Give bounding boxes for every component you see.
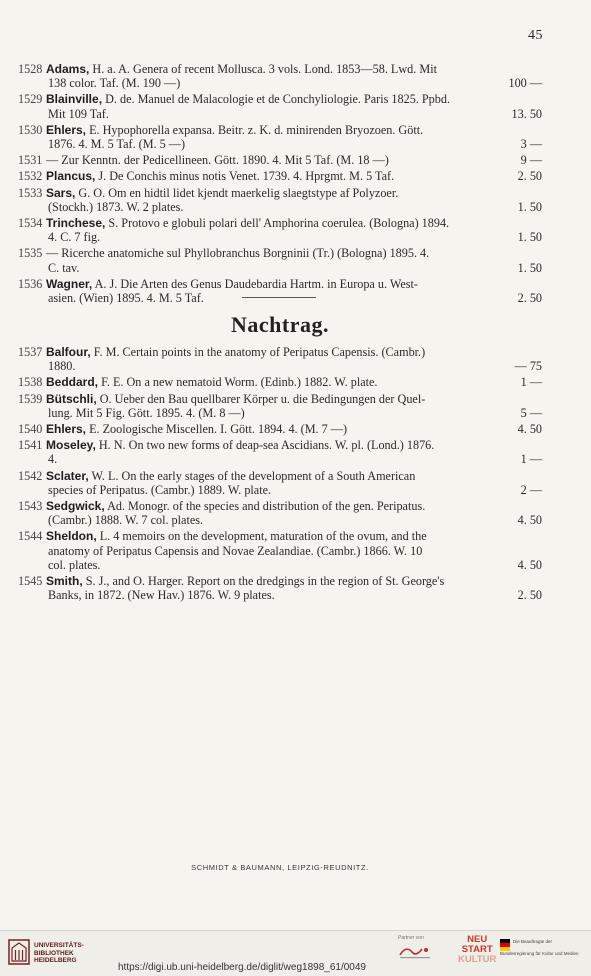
entry-price bbox=[536, 544, 542, 558]
entry-line bbox=[46, 359, 542, 373]
entry-author: Ehlers, bbox=[46, 122, 87, 137]
entry-author: Moseley, bbox=[46, 438, 96, 453]
entry-author: Smith, bbox=[46, 574, 83, 589]
entry-number: 1531 bbox=[18, 153, 43, 168]
catalog-entry bbox=[18, 123, 542, 151]
entry-text bbox=[46, 574, 444, 588]
catalog-entry bbox=[18, 153, 542, 167]
entry-body: D. de. Manuel de Malacologie et de Conchyliologie. Paris 1825. Ppbd. bbox=[105, 92, 450, 107]
entry-price bbox=[536, 392, 542, 406]
catalog-entry bbox=[18, 422, 542, 436]
entry-line bbox=[46, 558, 542, 572]
partner-label: Partner von bbox=[398, 935, 424, 941]
catalog-entry bbox=[18, 277, 542, 305]
catalog-nachtrag-section bbox=[18, 345, 542, 604]
entry-text bbox=[46, 392, 425, 406]
entry-body: col. plates. bbox=[48, 557, 101, 572]
entry-text bbox=[46, 123, 423, 137]
entry-body: lung. Mit 5 Fig. Gött. 1895. 4. (M. 8 —) bbox=[48, 405, 245, 420]
entry-body: Banks, in 1872. (New Hav.) 1876. W. 9 plates. bbox=[48, 588, 275, 603]
entry-price: 3 — bbox=[520, 137, 542, 152]
entry-body: 138 color. Taf. (M. 190 —) bbox=[48, 76, 181, 91]
entry-price: 100 — bbox=[508, 76, 542, 91]
entry-number: 1539 bbox=[18, 391, 43, 406]
entry-price bbox=[536, 123, 542, 137]
page-number: 45 bbox=[528, 28, 543, 43]
entry-price: 2. 50 bbox=[517, 588, 542, 603]
entry-price bbox=[536, 216, 542, 230]
entry-line bbox=[46, 123, 542, 137]
entry-price: 1 — bbox=[520, 452, 542, 467]
entry-body: (Cambr.) 1888. W. 7 col. plates. bbox=[48, 513, 204, 528]
entry-body: Mit 109 Taf. bbox=[48, 106, 109, 121]
entry-body: Ad. Monogr. of the species and distribution of the gen. Peripatus. bbox=[107, 499, 426, 514]
entry-text bbox=[48, 76, 180, 90]
entry-text bbox=[46, 153, 389, 167]
entry-text bbox=[46, 169, 394, 183]
entry-author: Balfour, bbox=[46, 345, 91, 359]
entry-author: Wagner, bbox=[46, 276, 93, 291]
entry-number: 1530 bbox=[18, 122, 43, 137]
entry-number: 1533 bbox=[18, 185, 43, 200]
entry-body: 1876. 4. M. 5 Taf. (M. 5 —) bbox=[48, 137, 186, 152]
entry-number: 1538 bbox=[18, 375, 43, 390]
entry-price bbox=[536, 277, 542, 291]
entry-body: F. M. Certain points in the anatomy of Peripatus Capensis. (Cambr.) bbox=[93, 345, 426, 359]
catalog-entry bbox=[18, 246, 542, 274]
entry-body: E. Zoologische Miscellen. I. Gött. 1894. 4. (M. 7 —) bbox=[89, 422, 348, 437]
entry-author: Plancus, bbox=[46, 169, 96, 184]
entry-price: 1. 50 bbox=[517, 199, 542, 214]
section-divider bbox=[242, 297, 316, 298]
catalog-entry bbox=[18, 469, 542, 497]
entry-author: Bütschli, bbox=[46, 391, 97, 406]
entry-number: 1543 bbox=[18, 499, 43, 514]
entry-line bbox=[46, 588, 542, 602]
entry-price bbox=[536, 438, 542, 452]
neustart-kultur-logo[interactable]: NEU START KULTUR bbox=[458, 934, 497, 965]
entry-line bbox=[46, 513, 542, 527]
entry-line bbox=[46, 277, 542, 291]
entry-number: 1528 bbox=[18, 62, 43, 76]
entry-text bbox=[46, 375, 377, 389]
catalog-entry bbox=[18, 62, 542, 90]
entry-text bbox=[46, 499, 425, 513]
partner-logo-icon bbox=[396, 943, 436, 961]
entry-price: 2. 50 bbox=[517, 291, 542, 306]
entry-line bbox=[46, 76, 542, 90]
entry-price: — 75 bbox=[514, 359, 542, 374]
entry-text bbox=[46, 92, 450, 106]
entry-number: 1541 bbox=[18, 438, 43, 453]
entry-line bbox=[46, 438, 542, 452]
entry-text bbox=[46, 62, 437, 76]
catalog-entry bbox=[18, 345, 542, 373]
entry-body: 1880. bbox=[48, 359, 76, 374]
document-url-link[interactable]: https://digi.ub.uni-heidelberg.de/diglit/weg1898_61/0049 bbox=[118, 962, 366, 973]
printer-imprint: SCHMIDT & BAUMANN, LEIPZIG-REUDNITZ. bbox=[191, 863, 369, 872]
entry-body: F. E. On a new nematoid Worm. (Edinb.) 1882. W. plate. bbox=[101, 375, 378, 390]
entry-text bbox=[48, 588, 275, 602]
entry-author: Adams, bbox=[46, 62, 90, 76]
entry-body: C. tav. bbox=[48, 260, 80, 275]
entry-price: 4. 50 bbox=[517, 422, 542, 437]
entry-price: 2. 50 bbox=[517, 169, 542, 184]
entry-line bbox=[46, 200, 542, 214]
catalog-entry bbox=[18, 216, 542, 244]
entry-line bbox=[46, 574, 542, 588]
entry-line bbox=[46, 246, 542, 260]
entry-author: Blainville, bbox=[46, 92, 103, 107]
entry-line bbox=[46, 137, 542, 151]
entry-line bbox=[46, 230, 542, 244]
entry-body: G. O. Om en hidtil lidet kjendt maerkelig slaegtstype af Polyzoer. bbox=[78, 185, 399, 200]
entry-author: Beddard, bbox=[46, 375, 99, 390]
entry-price bbox=[536, 499, 542, 513]
catalog-entry bbox=[18, 438, 542, 466]
entry-price: 5 — bbox=[520, 405, 542, 420]
entry-author: Sclater, bbox=[46, 468, 89, 483]
entry-line bbox=[46, 483, 542, 497]
entry-price bbox=[536, 186, 542, 200]
entry-price: 1. 50 bbox=[517, 260, 542, 275]
entry-number: 1537 bbox=[18, 345, 43, 359]
entry-author: Trinchese, bbox=[46, 216, 106, 231]
entry-price bbox=[536, 62, 542, 76]
entry-author: Sars, bbox=[46, 185, 76, 200]
entry-text bbox=[46, 529, 427, 543]
entry-text bbox=[46, 345, 425, 359]
entry-price: 9 — bbox=[520, 153, 542, 168]
entry-body: — Zur Kenntn. der Pedicellineen. Gött. 1890. 4. Mit 5 Taf. (M. 18 —) bbox=[46, 153, 389, 168]
entry-text bbox=[48, 107, 109, 121]
entry-text bbox=[48, 406, 245, 420]
entry-text bbox=[46, 186, 398, 200]
entry-body: anatomy of Peripatus Capensis and Novae Zealandiae. (Cambr.) 1866. W. 10 bbox=[48, 543, 423, 558]
entry-body: A. J. Die Arten des Genus Daudebardia Hartm. in Europa u. West- bbox=[94, 276, 418, 291]
entry-body: J. De Conchis minus notis Venet. 1739. 4. Hprgmt. M. 5 Taf. bbox=[98, 169, 395, 184]
entry-text bbox=[48, 137, 185, 151]
entry-body: E. Hypophorella expansa. Beitr. z. K. d. minirenden Bryozoen. Gött. bbox=[89, 122, 424, 137]
digitization-footer bbox=[0, 930, 591, 976]
entry-number: 1534 bbox=[18, 216, 43, 231]
entry-text bbox=[48, 483, 271, 497]
entry-line bbox=[46, 375, 542, 389]
entry-body: H. N. On two new forms of deap-sea Ascidians. W. pl. (Lond.) 1876. bbox=[98, 438, 435, 453]
entry-line bbox=[46, 216, 542, 230]
entry-price: 13. 50 bbox=[511, 106, 542, 121]
german-flag-icon bbox=[500, 939, 510, 951]
entry-price bbox=[536, 345, 542, 359]
catalog-main-section bbox=[18, 62, 542, 307]
entry-price bbox=[536, 469, 542, 483]
entry-author: Ehlers, bbox=[46, 422, 87, 437]
entry-number: 1532 bbox=[18, 169, 43, 184]
entry-line bbox=[46, 107, 542, 121]
entry-text bbox=[48, 291, 204, 305]
entry-number: 1529 bbox=[18, 92, 43, 107]
entry-body: S. J., and O. Harger. Report on the dredgings in the region of St. George's bbox=[85, 574, 445, 589]
entry-line bbox=[46, 499, 542, 513]
catalog-entry bbox=[18, 574, 542, 602]
entry-text bbox=[48, 261, 79, 275]
entry-body: asien. (Wien) 1895. 4. M. 5 Taf. bbox=[48, 291, 204, 306]
entry-number: 1535 bbox=[18, 246, 43, 261]
entry-line bbox=[46, 291, 542, 305]
entry-body: O. Ueber den Bau quellbarer Körper u. die Bedingungen der Quel- bbox=[99, 391, 426, 406]
entry-text bbox=[46, 469, 415, 483]
section-heading: Nachtrag. bbox=[231, 312, 329, 337]
entry-price: 4. 50 bbox=[517, 513, 542, 528]
entry-number: 1540 bbox=[18, 422, 43, 437]
entry-author: Sheldon, bbox=[46, 529, 97, 544]
entry-line bbox=[46, 422, 542, 436]
entry-line bbox=[46, 469, 542, 483]
library-name[interactable]: UNIVERSITÄTS- BIBLIOTHEK HEIDELBERG bbox=[34, 942, 84, 964]
catalog-entry bbox=[18, 92, 542, 120]
entry-price: 4. 50 bbox=[517, 557, 542, 572]
entry-text bbox=[46, 422, 347, 436]
catalog-entry bbox=[18, 392, 542, 420]
entry-text bbox=[48, 200, 183, 214]
entry-line bbox=[46, 186, 542, 200]
entry-text bbox=[46, 216, 449, 230]
entry-price: 1. 50 bbox=[517, 230, 542, 245]
entry-text bbox=[46, 438, 434, 452]
entry-body: — Ricerche anatomiche sul Phyllobranchus Borgninii (Tr.) (Bologna) 1895. 4. bbox=[46, 246, 430, 261]
entry-line bbox=[46, 261, 542, 275]
entry-line bbox=[46, 153, 542, 167]
entry-price: 2 — bbox=[520, 482, 542, 497]
university-library-logo-icon[interactable] bbox=[8, 939, 30, 965]
entry-body: 4. C. 7 fig. bbox=[48, 230, 101, 245]
entry-price bbox=[536, 246, 542, 260]
catalog-entry bbox=[18, 499, 542, 527]
catalog-entry bbox=[18, 375, 542, 389]
entry-price bbox=[536, 574, 542, 588]
entry-number: 1542 bbox=[18, 468, 43, 483]
entry-price bbox=[536, 529, 542, 543]
entry-text bbox=[46, 246, 429, 260]
entry-body: (Stockh.) 1873. W. 2 plates. bbox=[48, 199, 184, 214]
entry-line bbox=[46, 452, 542, 466]
entry-line bbox=[46, 529, 542, 543]
entry-line bbox=[46, 345, 542, 359]
entry-number: 1536 bbox=[18, 276, 43, 291]
entry-text bbox=[48, 558, 100, 572]
entry-line bbox=[46, 92, 542, 106]
entry-text bbox=[48, 513, 203, 527]
entry-body: species of Peripatus. (Cambr.) 1889. W. plate. bbox=[48, 482, 272, 497]
entry-line bbox=[46, 392, 542, 406]
catalog-entry bbox=[18, 186, 542, 214]
entry-line bbox=[46, 62, 542, 76]
entry-number: 1544 bbox=[18, 529, 43, 544]
entry-body: H. a. A. Genera of recent Mollusca. 3 vols. Lond. 1853—58. Lwd. Mit bbox=[92, 62, 437, 76]
catalog-entry bbox=[18, 169, 542, 183]
entry-text bbox=[46, 277, 418, 291]
entry-body: W. L. On the early stages of the development of a South American bbox=[91, 468, 416, 483]
entry-body: 4. bbox=[48, 452, 58, 467]
catalog-entry bbox=[18, 529, 542, 572]
entry-line bbox=[46, 169, 542, 183]
entry-text bbox=[48, 230, 100, 244]
entry-text bbox=[48, 359, 75, 373]
entry-line bbox=[46, 406, 542, 420]
entry-author: Sedgwick, bbox=[46, 499, 105, 514]
entry-text bbox=[48, 544, 422, 558]
entry-price: 1 — bbox=[520, 375, 542, 390]
entry-body: S. Protovo e globuli polari dell' Amphorina coerulea. (Bologna) 1894. bbox=[108, 216, 450, 231]
entry-text bbox=[48, 452, 57, 466]
entry-price bbox=[536, 92, 542, 106]
entry-line bbox=[46, 544, 542, 558]
entry-body: L. 4 memoirs on the development, maturation of the ovum, and the bbox=[99, 529, 427, 544]
entry-number: 1545 bbox=[18, 574, 43, 589]
bkm-logo[interactable]: Die Beauftragte der Bundesregierung für Kultur und Medien bbox=[500, 939, 579, 956]
